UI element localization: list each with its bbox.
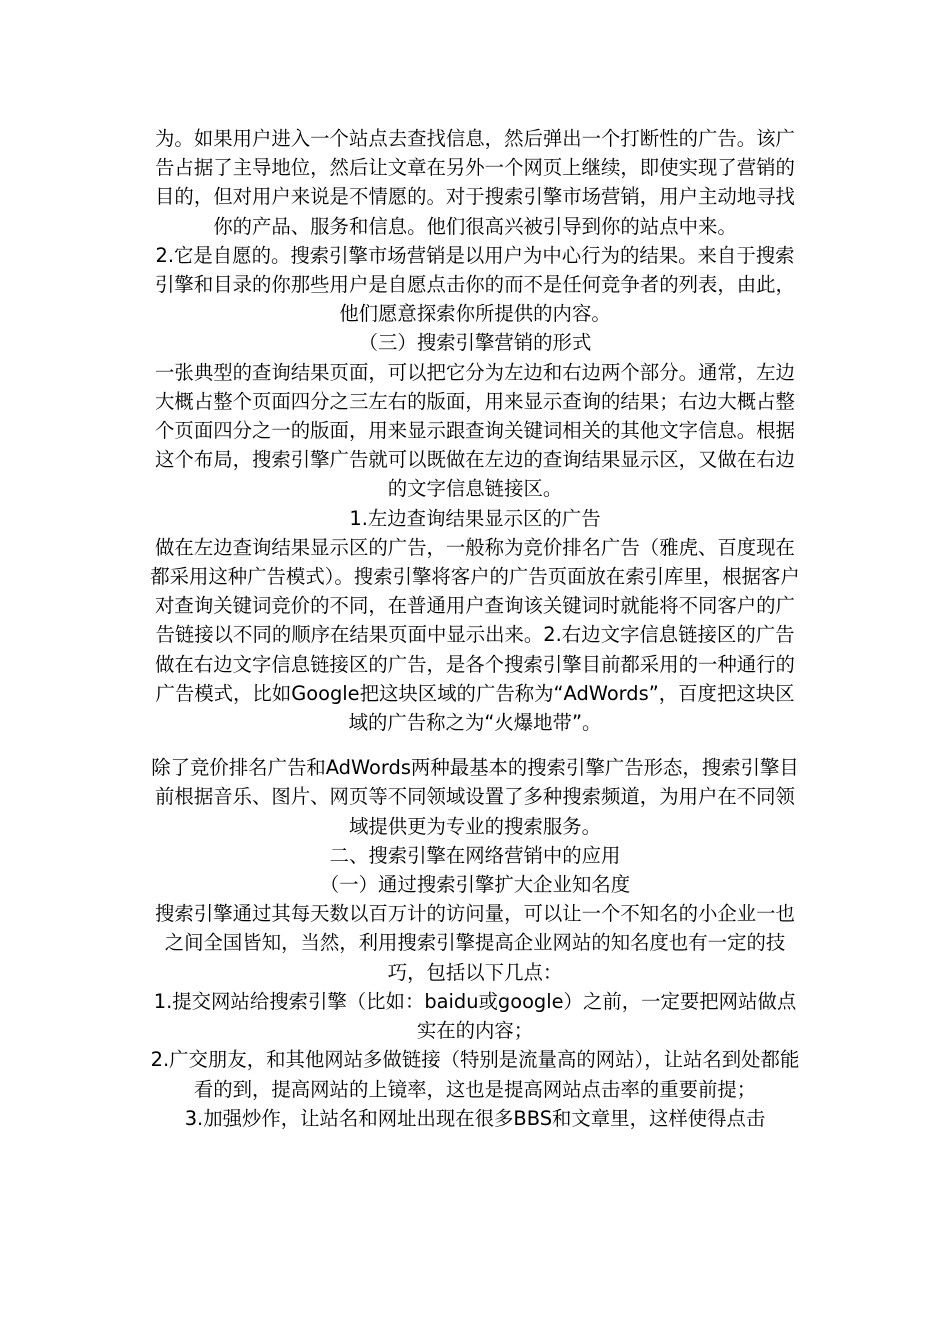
subheading-brand-awareness: （一）通过搜索引擎扩大企业知名度 xyxy=(319,873,631,897)
paragraph-other-channels: 除了竞价排名广告和AdWords两种最基本的搜索引擎广告形态，搜索引擎目前根据音乐、图片、网页等不同领域设置了多种搜索频道，为用户在不同领域提供更为专业的搜索服务。 xyxy=(151,756,799,838)
paragraph-intro-continuation: 为。如果用户进入一个站点去查找信息，然后弹出一个打断性的广告。该广告占据了主导地位，然后让文章在另外一个网页上继续，即使实现了营销的目的，但对用户来说是不情愿的。对于搜索引擎市场营销，用户主动地寻找你的产品、服务和信息。他们很高兴被引导到你的站点中来。 xyxy=(155,127,795,238)
section-heading-forms: （三）搜索引擎营销的形式 xyxy=(358,331,592,355)
list-item-promotion: 3.加强炒作，让站名和网址出现在很多BBS和文章里，这样使得点击 xyxy=(184,1106,766,1130)
paragraph-spacer xyxy=(150,737,800,753)
paragraph-right-ads: 做在右边文字信息链接区的广告，是各个搜索引擎目前都采用的一种通行的广告模式，比如Google把这块区域的广告称为“AdWords”，百度把这块区域的广告称之为“火爆地带”。 xyxy=(155,652,795,735)
paragraph-voluntary: 2.它是自愿的。搜索引擎市场营销是以用户为中心行为的结果。来自于搜索引擎和目录的你那些用户是自愿点击你的而不是任何竞争者的列表，由此，他们愿意探索你所提供的内容。 xyxy=(155,243,795,326)
list-item-build-links: 2.广交朋友，和其他网站多做链接（特别是流量高的网站），让站名到处都能看的到，提高网站的上镜率，这也是提高网站点击率的重要前提； xyxy=(150,1048,800,1101)
list-item-submit-site: 1.提交网站给搜索引擎（比如：baidu或google）之前，一定要把网站做点实在的内容； xyxy=(153,989,797,1043)
paragraph-left-ads: 做在左边查询结果显示区的广告，一般称为竞价排名广告（雅虎、百度现在都采用这种广告模式）。搜索引擎将客户的广告页面放在索引库里，根据客户对查询关键词竞价的不同，在普通用户查询该关键词时就能将不同客户的广告链接以不同的顺序在结果页面中显示出来。2.右边文字信息链接区的广告 xyxy=(150,535,800,647)
paragraph-brand-awareness: 搜索引擎通过其每天数以百万计的访问量，可以让一个不知名的小企业一也之间全国皆知，当然，利用搜索引擎提高企业网站的知名度也有一定的技巧，包括以下几点： xyxy=(155,902,795,984)
body-text xyxy=(150,124,800,1133)
paragraph-result-page-layout: 一张典型的查询结果页面，可以把它分为左边和右边两个部分。通常，左边大概占整个页面四分之三左右的版面，用来显示查询的结果；右边大概占整个页面四分之一的版面，用来显示跟查询关键词相关的其他文字信息。根据这个布局，搜索引擎广告就可以既做在左边的查询结果显示区，又做在右边的文字信息链接区。 xyxy=(155,360,795,501)
subheading-left-ads: 1.左边查询结果显示区的广告 xyxy=(349,506,601,530)
section-heading-applications: 二、搜索引擎在网络营销中的应用 xyxy=(329,843,621,867)
